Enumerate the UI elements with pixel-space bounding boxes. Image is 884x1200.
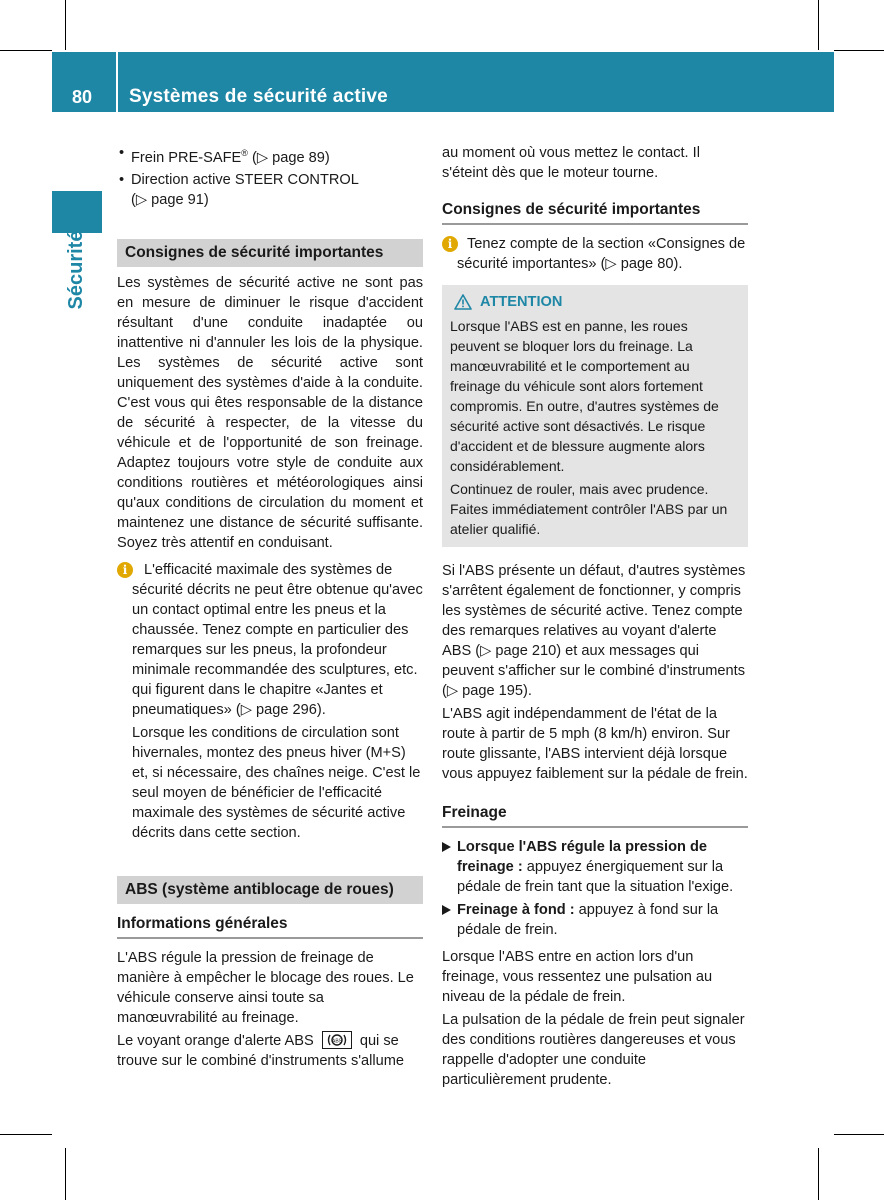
bullet-text: Frein PRE-SAFE	[131, 149, 242, 166]
info-icon: i	[442, 236, 458, 252]
page-reference: (▷ page 91)	[131, 191, 209, 208]
text-fragment: Le voyant orange d'alerte ABS	[117, 1032, 314, 1049]
info-paragraph: L'efficacité maximale des systèmes de sécurité décrits ne peut être obtenue qu'avec un contact optimal entre les pneus et la chaussée. Tenez compte en particulier des remarques sur les pneus, la profondeur minimale recommandée des sculptures, etc. qui figurent dans le chapitre «Jantes et pneumatiques» (▷ page 296).	[132, 561, 423, 718]
subsection-heading: Informations générales	[117, 914, 423, 939]
warning-label: ATTENTION	[480, 294, 563, 310]
body-paragraph: Lorsque l'ABS entre en action lors d'un freinage, vous ressentez une pulsation au niveau de la pédale de frein.	[442, 949, 713, 1005]
svg-text:ABS: ABS	[331, 1038, 342, 1045]
abs-lamp-paragraph	[117, 1031, 423, 1071]
body-paragraph: Si l'ABS présente un défaut, d'autres systèmes s'arrêtent également de fonctionner, y compris les systèmes de sécurité active. Tenez compte des remarques relatives au voyant d'alerte ABS (▷ page 210) et aux messages qui peuvent s'afficher sur le combiné d'instruments (▷ page 195).	[442, 563, 746, 699]
page-number: 80	[71, 87, 93, 107]
list-item	[117, 143, 423, 168]
warning-box	[442, 285, 748, 547]
warning-triangle-icon	[454, 294, 472, 310]
action-label: Lorsque l'ABS régule la pression de freinage :	[457, 839, 708, 875]
info-icon: i	[117, 562, 133, 578]
action-step	[442, 900, 748, 940]
action-text: appuyez énergiquement sur la pédale de frein tant que la situation l'exige.	[457, 859, 734, 895]
abs-paragraph: L'ABS régule la pression de freinage de manière à empêcher le blocage des roues. Le véhicule conserve ainsi toute sa manœuvrabilité au freinage.	[117, 949, 414, 1026]
warning-paragraph: Continuez de rouler, mais avec prudence. Faites immédiatement contrôler l'ABS par un atelier qualifié.	[450, 481, 728, 537]
section-heading-safety: Consignes de sécurité importantes	[117, 239, 423, 267]
safety-paragraph: Les systèmes de sécurité active ne sont pas en mesure de diminuer le risque d'accident résultant d'une conduite inadaptée ou inattentive ni d'annuler les lois de la physique. Les systèmes de sécurité active sont uniquement des systèmes d'aide à la conduite. C'est vous qui êtes responsable de la distance de sécurité à respecter, de la vitesse du véhicule et de l'opportunité de son freinage. Adaptez toujours votre style de conduite aux conditions routières et météorologiques ainsi qu'aux conditions de circulation du moment et maintenez une distance de sécurité suffisante. Soyez très attentif en conduisant.	[117, 274, 423, 551]
chapter-side-label: Sécurité	[65, 230, 87, 310]
crop-mark	[834, 1134, 884, 1135]
warning-paragraph: Lorsque l'ABS est en panne, les roues peuvent se bloquer lors du freinage. La manœuvrabilité et le comportement au freinage du véhicule sont alors fortement compromis. En outre, d'autres systèmes de sécurité active sont désactivés. Le risque d'accident et de blessure augmente alors considérablement.	[450, 318, 719, 474]
crop-mark	[65, 1148, 66, 1200]
list-item	[117, 170, 423, 210]
text-fragment: qui se trouve sur le combiné d'instruments s'allume	[117, 1032, 405, 1069]
warning-heading	[450, 292, 740, 312]
section-heading-abs: ABS (système antiblocage de roues)	[117, 876, 423, 904]
page-reference: (▷ page 89)	[247, 149, 330, 166]
info-note	[442, 234, 748, 274]
info-paragraph: Tenez compte de la section «Consignes de sécurité importantes» (▷ page 80).	[457, 236, 746, 272]
body-paragraph: L'ABS agit indépendamment de l'état de la route à partir de 5 mph (8 km/h) environ. Sur route glissante, l'ABS intervient déjà lorsque vous appuyez faiblement sur la pédale de frein.	[442, 706, 748, 782]
abs-warning-lamp-icon	[322, 1031, 352, 1049]
body-paragraph: La pulsation de la pédale de frein peut signaler des conditions routières dangereuses et vous rappelle d'adopter une conduite particulièrement prudente.	[442, 1012, 745, 1088]
bullet-text: • Direction active STEER CONTROL	[131, 171, 359, 188]
action-step	[442, 837, 748, 897]
registered-mark: ®	[241, 148, 248, 158]
subsection-heading-freinage: Freinage	[442, 803, 748, 828]
crop-mark	[818, 0, 819, 50]
action-arrow-icon	[442, 905, 451, 915]
action-arrow-icon	[442, 842, 451, 852]
info-note	[117, 560, 423, 843]
crop-mark	[0, 1134, 52, 1135]
crop-mark	[0, 50, 52, 51]
continuation-paragraph: au moment où vous mettez le contact. Il s'éteint dès que le moteur tourne.	[442, 145, 700, 181]
action-text: appuyez à fond sur la pédale de frein.	[457, 902, 719, 938]
crop-mark	[65, 0, 66, 50]
crop-mark	[818, 1148, 819, 1200]
subsection-heading: Consignes de sécurité importantes	[442, 200, 748, 225]
right-column	[442, 143, 748, 1093]
action-label: Freinage à fond :	[457, 902, 575, 918]
page-title: Systèmes de sécurité active	[129, 86, 388, 107]
info-paragraph: Lorsque les conditions de circulation sont hivernales, montez des pneus hiver (M+S) et, si nécessaire, des chaînes neige. C'est le seul moyen de bénéficier de l'efficacité maximale des systèmes de sécurité active décrits dans cette section.	[132, 724, 421, 841]
left-column	[117, 143, 423, 1074]
crop-mark	[834, 50, 884, 51]
